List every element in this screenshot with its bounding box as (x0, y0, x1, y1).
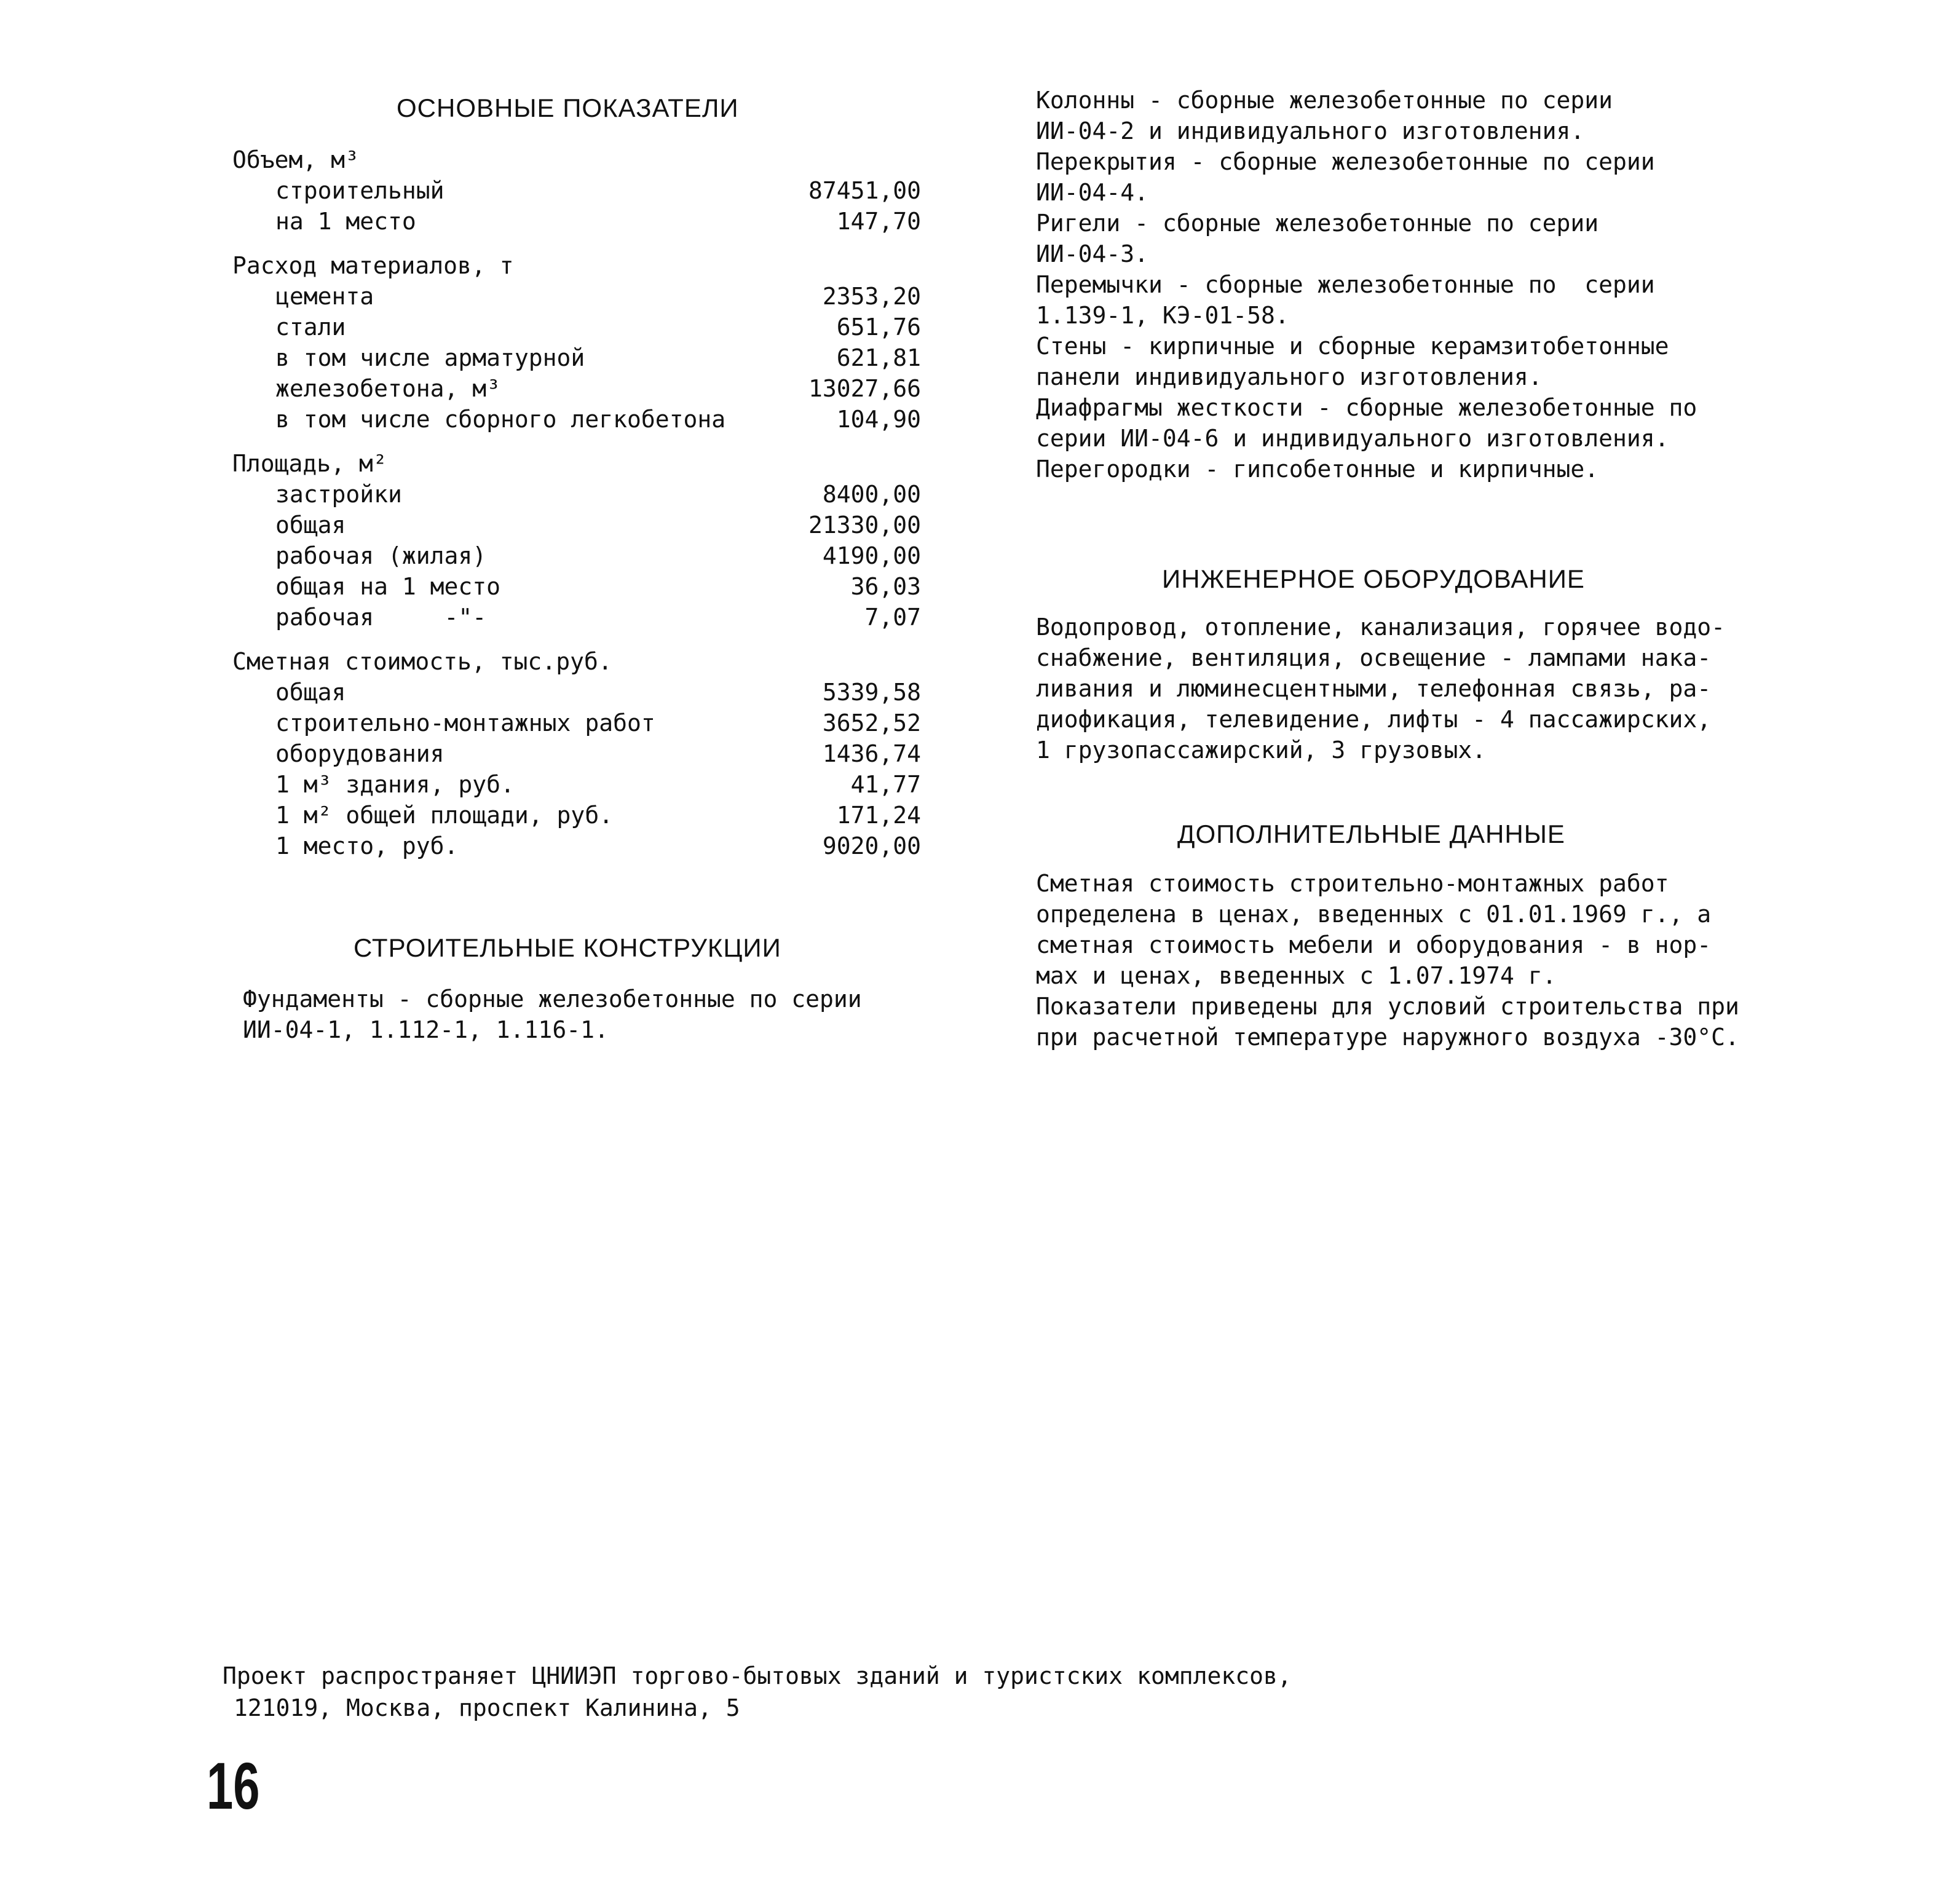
indicator-label: строительно-монтажных работ (275, 709, 655, 737)
indicator-row (232, 206, 921, 237)
indicators-table (232, 144, 921, 875)
indicator-row (232, 708, 921, 738)
engineering-paragraph (1036, 612, 1725, 765)
indicator-label: общая (275, 679, 346, 706)
indicator-row (232, 312, 921, 342)
indicator-value: 9020,00 (822, 832, 921, 859)
text-line: Диафрагмы жесткости - сборные железобетонные по (1036, 394, 1697, 421)
text-line: определена в ценах, введенных с 01.01.1969 г., а (1036, 901, 1712, 928)
indicator-row (232, 510, 921, 540)
text-line: Сметная стоимость строительно-монтажных работ (1036, 870, 1669, 897)
indicator-value: 147,70 (836, 208, 921, 235)
indicator-row (232, 800, 921, 831)
text-line: Показатели приведены для условий строительства при (1036, 993, 1739, 1020)
engineering-title: ИНЖЕНЕРНОЕ ОБОРУДОВАНИЕ (1162, 564, 1585, 593)
indicator-label: оборудования (275, 740, 445, 767)
footer-line: 121019, Москва, проспект Калинина, 5 (234, 1694, 740, 1721)
indicator-label: застройки (275, 481, 402, 508)
indicator-value: 4190,00 (822, 542, 921, 569)
text-line: Перемычки - сборные железобетонные по серии (1036, 271, 1655, 298)
indicator-value: 5339,58 (822, 679, 921, 706)
indicator-label: цемента (275, 283, 374, 310)
indicator-row (232, 677, 921, 708)
indicator-value: 87451,00 (808, 177, 921, 204)
indicator-row (232, 404, 921, 435)
text-line: ИИ-04-1, 1.112-1, 1.116-1. (243, 1016, 609, 1043)
indicator-label: 1 м³ здания, руб. (275, 771, 515, 798)
indicator-group-area (232, 448, 921, 633)
indicator-group-label: Сметная стоимость, тыс.руб. (232, 648, 612, 675)
indicator-row (232, 479, 921, 510)
indicator-label: в том числе сборного легкобетона (275, 406, 726, 433)
indicator-value: 1436,74 (822, 740, 921, 767)
indicator-label: в том числе арматурной (275, 344, 585, 371)
page-number: 16 (207, 1748, 260, 1823)
foundations-paragraph (243, 984, 862, 1045)
text-line: Стены - кирпичные и сборные керамзитобетонные (1036, 333, 1669, 360)
indicator-value: 7,07 (864, 604, 921, 631)
indicator-value: 2353,20 (822, 283, 921, 310)
text-line: серии ИИ-04-6 и индивидуального изготовления. (1036, 425, 1669, 452)
indicator-value: 36,03 (850, 573, 921, 600)
indicator-label: общая (275, 511, 346, 539)
indicator-value: 621,81 (836, 344, 921, 371)
indicator-label: рабочая (жилая) (275, 542, 487, 569)
indicator-group-volume (232, 144, 921, 237)
indicator-row (232, 373, 921, 404)
indicator-group-label: Расход материалов, т (232, 252, 514, 279)
text-line: 1.139-1, КЭ-01-58. (1036, 302, 1289, 329)
indicator-row (232, 571, 921, 602)
indicator-group-materials (232, 250, 921, 435)
indicator-row (232, 602, 921, 633)
text-line: Перекрытия - сборные железобетонные по серии (1036, 148, 1655, 175)
text-line: ИИ-04-3. (1036, 240, 1149, 267)
text-line: ИИ-04-4. (1036, 179, 1149, 206)
text-line: мах и ценах, введенных с 1.07.1974 г. (1036, 962, 1557, 989)
text-line: Фундаменты - сборные железобетонные по серии (243, 985, 862, 1013)
indicator-value: 8400,00 (822, 481, 921, 508)
footer-line: Проект распространяет ЦНИИЭП торгово-бытовых зданий и туристских комплексов, (223, 1662, 1292, 1689)
indicator-label: общая на 1 место (275, 573, 501, 600)
indicator-label: железобетона, м³ (275, 375, 501, 402)
text-line: Водопровод, отопление, канализация, горячее водо- (1036, 614, 1726, 641)
indicator-value: 21330,00 (808, 511, 921, 539)
additional-title: ДОПОЛНИТЕЛЬНЫЕ ДАННЫЕ (1177, 820, 1565, 848)
indicator-group-label: Площадь, м² (232, 450, 387, 477)
indicator-row (232, 281, 921, 312)
indicator-row (232, 769, 921, 800)
text-line: 1 грузопассажирский, 3 грузовых. (1036, 737, 1487, 764)
indicator-row (232, 540, 921, 571)
main-indicators-title: ОСНОВНЫЕ ПОКАЗАТЕЛИ (397, 93, 739, 122)
publisher-footer (223, 1660, 1292, 1724)
indicator-value: 13027,66 (808, 375, 921, 402)
text-line: снабжение, вентиляция, освещение - лампами нака- (1036, 644, 1712, 671)
indicator-group-label: Объем, м³ (232, 146, 359, 173)
indicator-value: 41,77 (850, 771, 921, 798)
text-line: сметная стоимость мебели и оборудования - в нор- (1036, 931, 1712, 958)
indicator-label: на 1 место (275, 208, 416, 235)
text-line: при расчетной температуре наружного воздуха -30°С. (1036, 1024, 1739, 1051)
text-line: панели индивидуального изготовления. (1036, 363, 1543, 390)
text-line: ИИ-04-2 и индивидуального изготовления. (1036, 117, 1585, 144)
indicator-label: рабочая -"- (275, 604, 487, 631)
indicator-label: стали (275, 314, 346, 341)
indicator-label: строительный (275, 177, 445, 204)
indicator-value: 104,90 (836, 406, 921, 433)
text-line: диофикация, телевидение, лифты - 4 пассажирских, (1036, 706, 1712, 733)
indicator-value: 3652,52 (822, 709, 921, 737)
indicator-group-cost (232, 646, 921, 861)
additional-paragraph (1036, 868, 1739, 1053)
text-line: ливания и люминесцентными, телефонная связь, ра- (1036, 675, 1712, 702)
indicator-label: 1 место, руб. (275, 832, 459, 859)
indicator-row (232, 831, 921, 861)
indicator-value: 651,76 (836, 314, 921, 341)
text-line: Ригели - сборные железобетонные по серии (1036, 210, 1599, 237)
text-line: Перегородки - гипсобетонные и кирпичные. (1036, 456, 1599, 483)
structures-paragraph (1036, 85, 1697, 484)
indicator-row (232, 175, 921, 206)
text-line: Колонны - сборные железобетонные по серии (1036, 87, 1613, 114)
indicator-label: 1 м² общей площади, руб. (275, 802, 614, 829)
structures-title: СТРОИТЕЛЬНЫЕ КОНСТРУКЦИИ (354, 933, 781, 962)
indicator-row (232, 342, 921, 373)
indicator-row (232, 738, 921, 769)
indicator-value: 171,24 (836, 802, 921, 829)
